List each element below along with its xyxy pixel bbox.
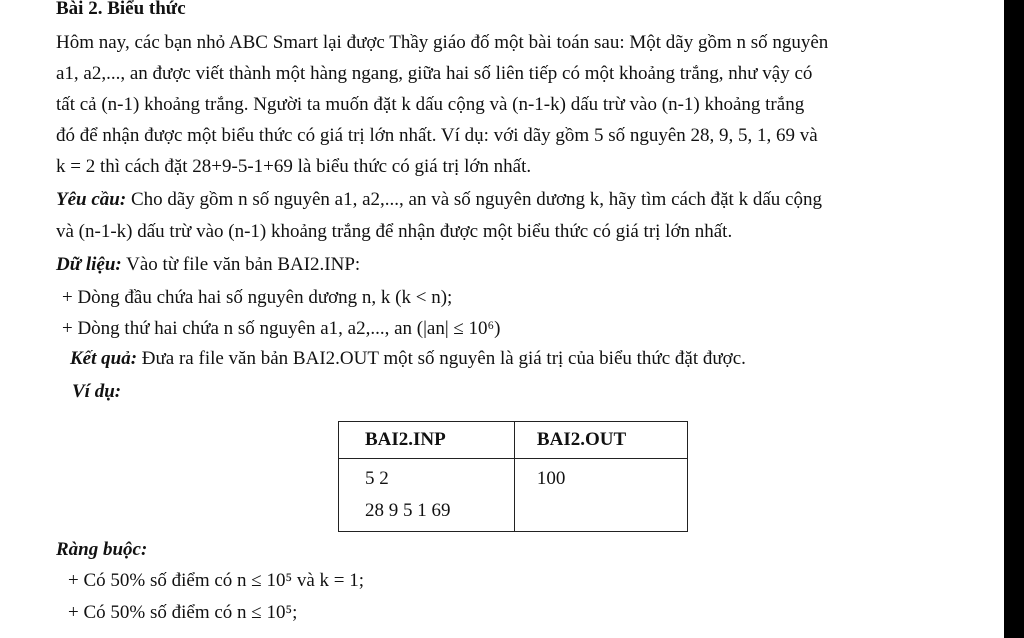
input-heading bbox=[56, 253, 360, 277]
problem-title: Bài 2. Biểu thức bbox=[56, 0, 186, 19]
input-line-1: + Dòng đầu chứa hai số nguyên dương n, k (k < n); bbox=[62, 287, 453, 308]
table-header-row bbox=[339, 422, 688, 459]
table-cell-out bbox=[514, 459, 687, 532]
table-cell-inp bbox=[339, 459, 515, 532]
constraint-line-2: + Có 50% số điểm có n ≤ 10⁵; bbox=[68, 602, 298, 623]
out-line-1: 100 bbox=[536, 468, 566, 489]
inp-line-2: 28 9 5 1 69 bbox=[365, 500, 451, 521]
intro-line-5: k = 2 thì cách đặt 28+9-5-1+69 là biểu thức có giá trị lớn nhất. bbox=[56, 156, 532, 177]
input-text: Vào từ file văn bản BAI2.INP: bbox=[121, 254, 361, 275]
intro-line-3: tất cả (n-1) khoảng trắng. Người ta muốn đặt k dấu cộng và (n-1-k) dấu trừ vào (n-1) khoảng trắng bbox=[56, 94, 805, 115]
constraint-line-1: + Có 50% số điểm có n ≤ 10⁵ và k = 1; bbox=[68, 570, 365, 591]
example-label: Ví dụ: bbox=[72, 381, 122, 402]
requirement-line-1 bbox=[56, 188, 822, 212]
output-heading bbox=[70, 347, 746, 371]
constraints-label: Ràng buộc: bbox=[56, 539, 148, 560]
output-text: Đưa ra file văn bản BAI2.OUT một số nguyên là giá trị của biểu thức đặt được. bbox=[137, 348, 746, 369]
table-header-out: BAI2.OUT bbox=[514, 422, 687, 459]
requirement-line-2: và (n-1-k) dấu trừ vào (n-1) khoảng trắng để nhận được một biểu thức có giá trị lớn nhất. bbox=[56, 221, 733, 242]
table-header-inp: BAI2.INP bbox=[339, 422, 515, 459]
requirement-text: Cho dãy gồm n số nguyên a1, a2,..., an và số nguyên dương k, hãy tìm cách đặt k dấu cộng bbox=[126, 189, 822, 210]
intro-line-4: đó để nhận được một biểu thức có giá trị lớn nhất. Ví dụ: với dãy gồm 5 số nguyên 28, 9, 5, 1, 69 và bbox=[56, 125, 818, 146]
input-label: Dữ liệu: bbox=[56, 254, 122, 275]
inp-line-1: 5 2 bbox=[365, 468, 389, 489]
table-row bbox=[339, 459, 688, 532]
example-table bbox=[338, 421, 688, 532]
intro-line-1: Hôm nay, các bạn nhỏ ABC Smart lại được Thầy giáo đố một bài toán sau: Một dãy gồm n số nguyên bbox=[56, 32, 829, 53]
intro-line-2: a1, a2,..., an được viết thành một hàng ngang, giữa hai số liên tiếp có một khoảng trắng, như vậy có bbox=[56, 63, 813, 84]
requirement-label: Yêu cầu: bbox=[56, 189, 127, 210]
input-line-2: + Dòng thứ hai chứa n số nguyên a1, a2,..., an (|an| ≤ 10⁶) bbox=[62, 318, 501, 339]
output-label: Kết quả: bbox=[70, 348, 138, 369]
